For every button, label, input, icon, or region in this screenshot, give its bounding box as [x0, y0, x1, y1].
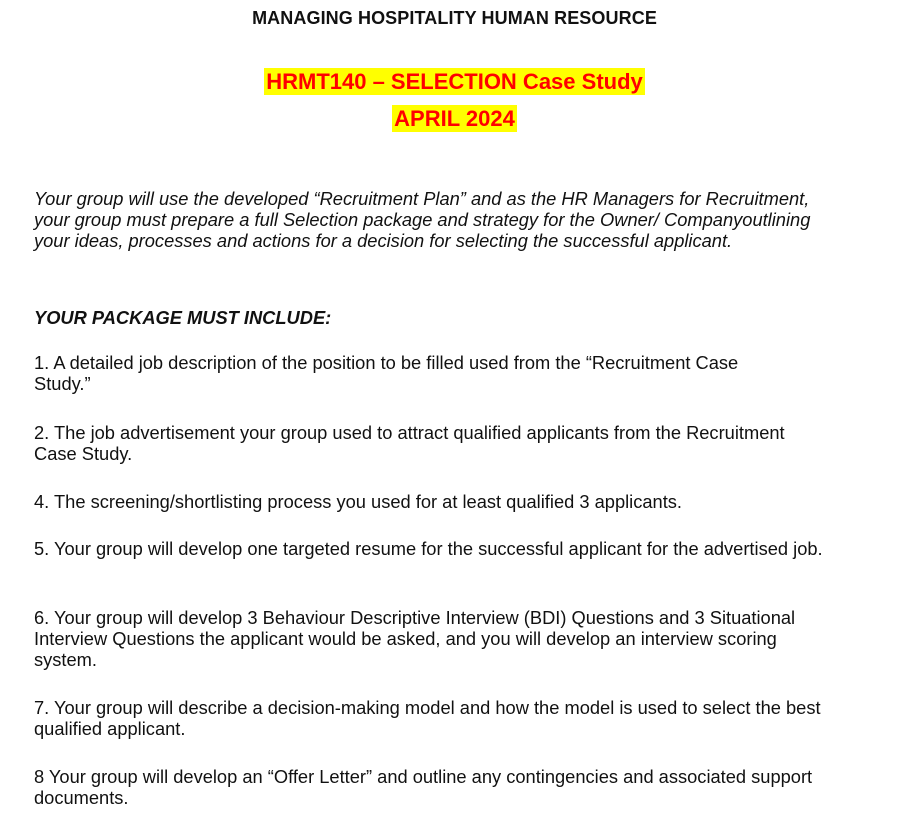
document-title: MANAGING HOSPITALITY HUMAN RESOURCE	[252, 8, 657, 28]
requirement-item: 4. The screening/shortlisting process you used for at least qualified 3 applicants.	[34, 491, 683, 512]
requirement-item: 6. Your group will develop 3 Behaviour Descriptive Interview (BDI) Questions and 3 Situational Interview Questions the applicant would be asked, and you will develop an interview scoring system.	[34, 607, 796, 670]
package-requirements-heading: YOUR PACKAGE MUST INCLUDE:	[34, 307, 332, 328]
case-study-date	[0, 105, 909, 132]
requirement-item: 1. A detailed job description of the position to be filled used from the “Recruitment Case Study.”	[34, 352, 739, 394]
requirement-item: 8 Your group will develop an “Offer Letter” and outline any contingencies and associated support documents.	[34, 766, 813, 808]
case-study-title	[0, 68, 909, 95]
case-study-title-highlight: HRMT140 – SELECTION Case Study	[266, 69, 643, 94]
requirement-item: 7. Your group will describe a decision-making model and how the model is used to select the best qualified applicant.	[34, 697, 821, 739]
intro-paragraph: Your group will use the developed “Recruitment Plan” and as the HR Managers for Recruitment, your group must prepare a full Selection package and strategy for the Owner/ Companyoutlining your ideas, processes and actions for a decision for selecting the successful applicant.	[34, 188, 811, 251]
requirement-item: 5. Your group will develop one targeted resume for the successful applicant for the advertised job.	[34, 538, 823, 559]
requirement-item: 2. The job advertisement your group used to attract qualified applicants from the Recruitment Case Study.	[34, 422, 785, 464]
case-study-date-highlight: APRIL 2024	[394, 106, 515, 131]
